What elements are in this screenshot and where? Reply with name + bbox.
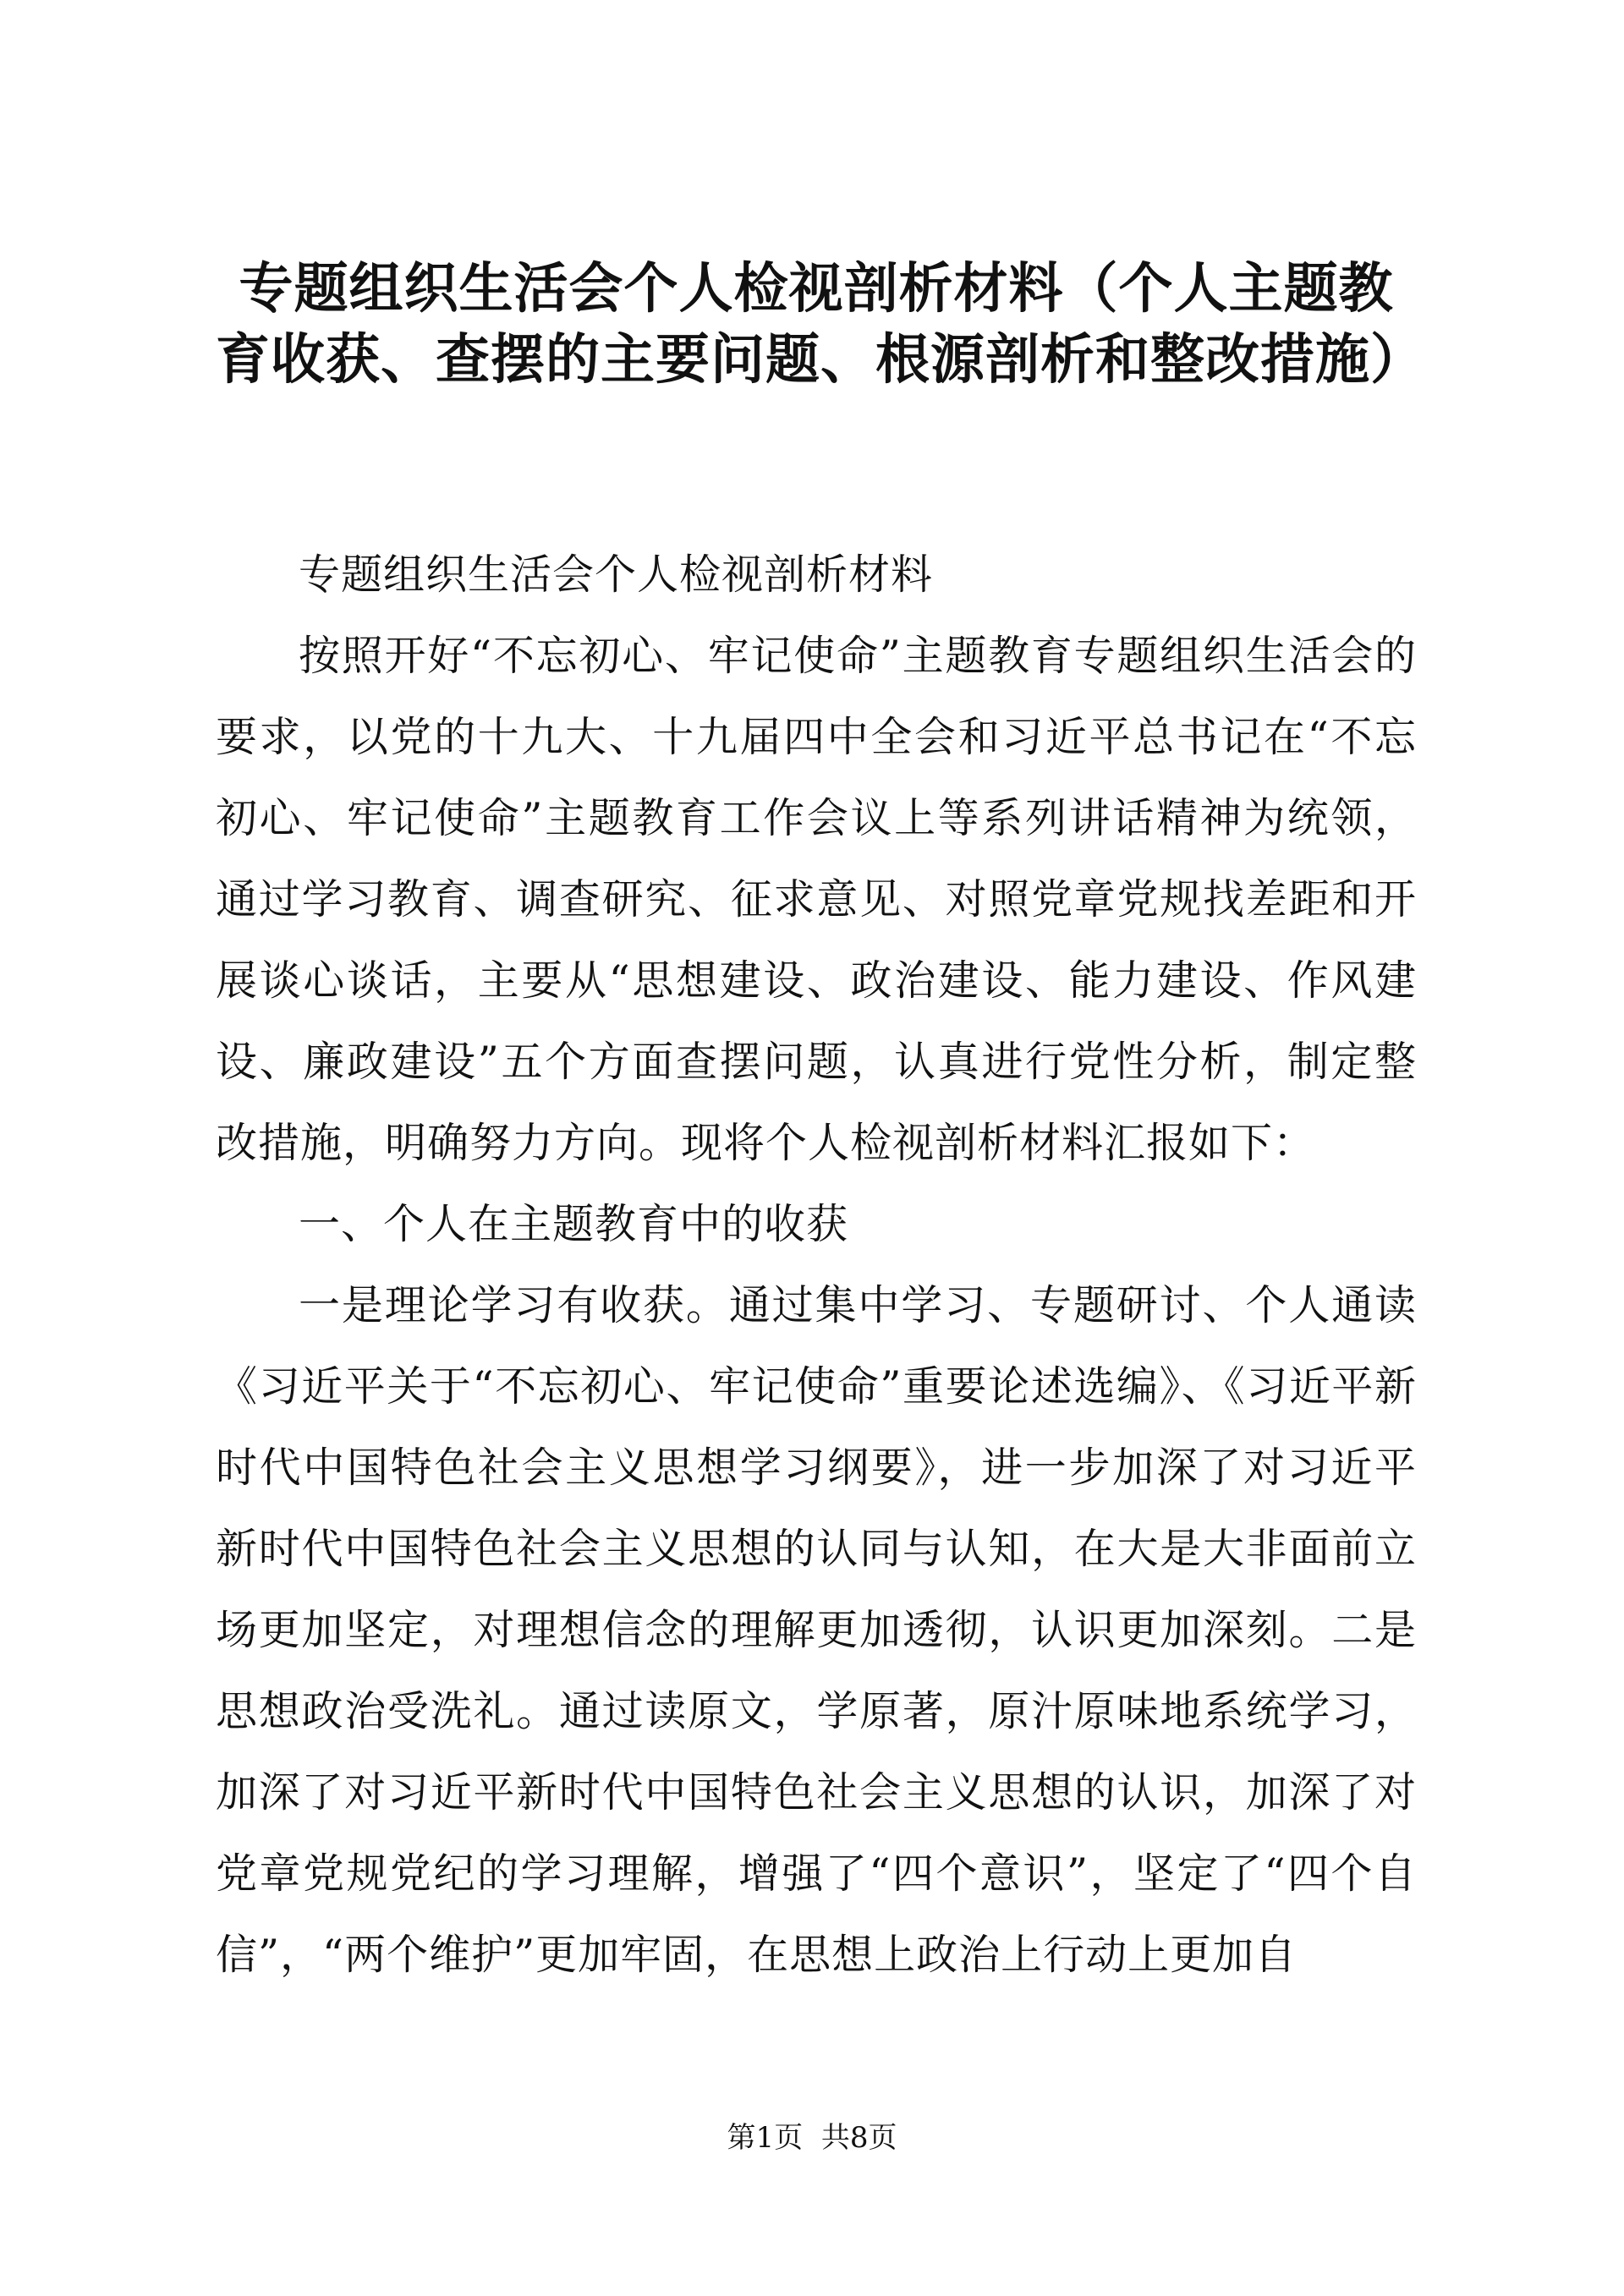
- section-heading: 一、个人在主题教育中的收获: [299, 1200, 849, 1248]
- document-body: [216, 534, 1417, 1996]
- footer-page-number: 1: [755, 2121, 775, 2155]
- footer-total-pages: 8: [849, 2121, 869, 2155]
- page-footer: [0, 2119, 1624, 2156]
- document-title: 专题组织生活会个人检视剖析材料（个人主题教育收获、查摆的主要问题、根源剖析和整改措施）: [216, 257, 1425, 392]
- paragraph-intro: 按照开好“不忘初心、牢记使命”主题教育专题组织生活会的要求，以党的十九大、十九届四中全会和习近平总书记在“不忘初心、牢记使命”主题教育工作会议上等系列讲话精神为统领，通过学习教育、调查研究、征求意见、对照党章党规找差距和开展谈心谈话，主要从“思想建设、政治建设、能力建设、作风建设、廉政建设”五个方面查摆问题，认真进行党性分析，制定整改措施，明确努力方向。现将个人检视剖析材料汇报如下：: [216, 632, 1417, 1167]
- footer-total-prefix: 共: [820, 2121, 850, 2155]
- paragraph-subtitle: 专题组织生活会个人检视剖析材料: [299, 551, 934, 599]
- footer-total-unit: 页: [868, 2121, 897, 2155]
- footer-page-prefix: 第: [727, 2121, 756, 2155]
- paragraph-gains: 一是理论学习有收获。通过集中学习、专题研讨、个人通读《习近平关于“不忘初心、牢记使命”重要论述选编》、《习近平新时代中国特色社会主义思想学习纲要》，进一步加深了对习近平新时代中国特色社会主义思想的认同与认知，在大是大非面前立场更加坚定，对理想信念的理解更加透彻，认识更加深刻。二是思想政治受洗礼。通过读原文，学原著，原汁原味地系统学习，加深了对习近平新时代中国特色社会主义思想的认识，加深了对党章党规党纪的学习理解，增强了“四个意识”，坚定了“四个自信”，“两个维护”更加牢固，在思想上政治上行动上更加自: [216, 1281, 1417, 1979]
- footer-page-unit: 页: [774, 2121, 804, 2155]
